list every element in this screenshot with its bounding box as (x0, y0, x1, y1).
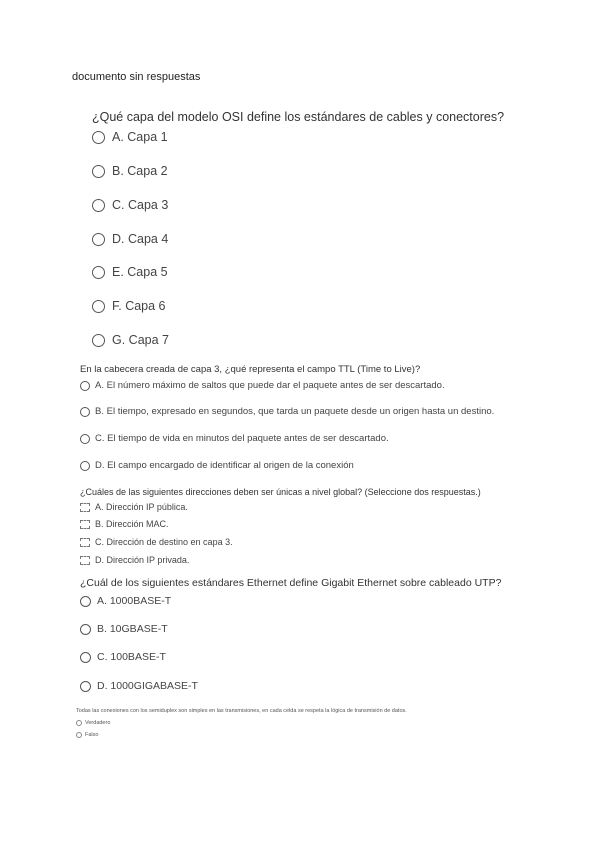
option-radio[interactable] (76, 720, 110, 726)
radio-icon[interactable] (76, 732, 82, 738)
radio-icon[interactable] (80, 407, 90, 417)
option-label: D. 1000GIGABASE-T (97, 680, 198, 692)
option-radio[interactable] (80, 595, 171, 607)
option-radio[interactable] (76, 732, 98, 738)
option-label: D. Capa 4 (112, 232, 169, 246)
radio-icon[interactable] (92, 300, 105, 313)
radio-icon[interactable] (80, 681, 91, 692)
option-label: B. 10GBASE-T (97, 623, 168, 635)
question-text: En la cabecera creada de capa 3, ¿qué representa el campo TTL (Time to Live)? (80, 364, 421, 375)
option-radio[interactable] (92, 299, 166, 313)
option-label: E. Capa 5 (112, 265, 168, 279)
option-label: B. El tiempo, expresado en segundos, que tarda un paquete desde un origen hasta un destino. (95, 406, 495, 417)
radio-icon[interactable] (80, 624, 91, 635)
option-radio[interactable] (92, 130, 168, 144)
radio-icon[interactable] (92, 334, 105, 347)
option-radio[interactable] (80, 433, 389, 444)
option-label: D. Dirección IP privada. (95, 555, 190, 565)
question-text: ¿Cuál de los siguientes estándares Ethernet define Gigabit Ethernet sobre cableado UTP? (80, 577, 502, 589)
option-label: B. Dirección MAC. (95, 519, 169, 529)
option-radio[interactable] (92, 333, 169, 347)
option-radio[interactable] (80, 651, 166, 663)
radio-icon[interactable] (92, 199, 105, 212)
radio-icon[interactable] (92, 165, 105, 178)
option-label: C. El tiempo de vida en minutos del paquete antes de ser descartado. (95, 433, 389, 444)
option-radio[interactable] (80, 406, 494, 417)
option-label: Falso (85, 732, 99, 738)
question-text: ¿Qué capa del modelo OSI define los estándares de cables y conectores? (92, 110, 505, 124)
option-label: B. Capa 2 (112, 164, 168, 178)
option-radio[interactable] (80, 680, 198, 692)
checkbox-icon[interactable] (80, 538, 90, 547)
radio-icon[interactable] (80, 652, 91, 663)
option-label: A. 1000BASE-T (97, 595, 172, 607)
option-radio[interactable] (92, 265, 168, 279)
radio-icon[interactable] (80, 461, 90, 471)
option-checkbox[interactable] (80, 519, 169, 529)
option-label: Verdadero (85, 720, 111, 726)
radio-icon[interactable] (92, 266, 105, 279)
radio-icon[interactable] (80, 381, 90, 391)
option-radio[interactable] (80, 380, 445, 391)
checkbox-icon[interactable] (80, 556, 90, 565)
option-label: C. 100BASE-T (97, 651, 166, 663)
checkbox-icon[interactable] (80, 520, 90, 529)
radio-icon[interactable] (80, 434, 90, 444)
option-radio[interactable] (92, 198, 168, 212)
option-radio[interactable] (92, 232, 168, 246)
option-radio[interactable] (80, 623, 168, 635)
option-checkbox[interactable] (80, 537, 233, 547)
option-label: C. Capa 3 (112, 198, 169, 212)
option-checkbox[interactable] (80, 555, 189, 565)
radio-icon[interactable] (92, 233, 105, 246)
radio-icon[interactable] (76, 720, 82, 726)
option-label: A. Dirección IP pública. (95, 502, 188, 512)
option-label: A. Capa 1 (112, 130, 168, 144)
page-title: documento sin respuestas (72, 71, 201, 83)
option-label: D. El campo encargado de identificar al origen de la conexión (95, 460, 354, 471)
radio-icon[interactable] (92, 131, 105, 144)
option-label: A. El número máximo de saltos que puede dar el paquete antes de ser descartado. (95, 380, 445, 391)
option-radio[interactable] (80, 460, 354, 471)
question-text: Todas las conexiones con los semiduplex son simples en las transmisiones, en cada celda se respeta la lógica de transmisión de datos. (76, 708, 407, 714)
option-label: C. Dirección de destino en capa 3. (95, 537, 233, 547)
option-label: F. Capa 6 (112, 299, 166, 313)
option-checkbox[interactable] (80, 502, 188, 512)
option-label: G. Capa 7 (112, 333, 169, 347)
checkbox-icon[interactable] (80, 503, 90, 512)
option-radio[interactable] (92, 164, 168, 178)
question-text: ¿Cuáles de las siguientes direcciones deben ser únicas a nivel global? (Seleccione dos respuestas.) (80, 487, 481, 497)
radio-icon[interactable] (80, 596, 91, 607)
